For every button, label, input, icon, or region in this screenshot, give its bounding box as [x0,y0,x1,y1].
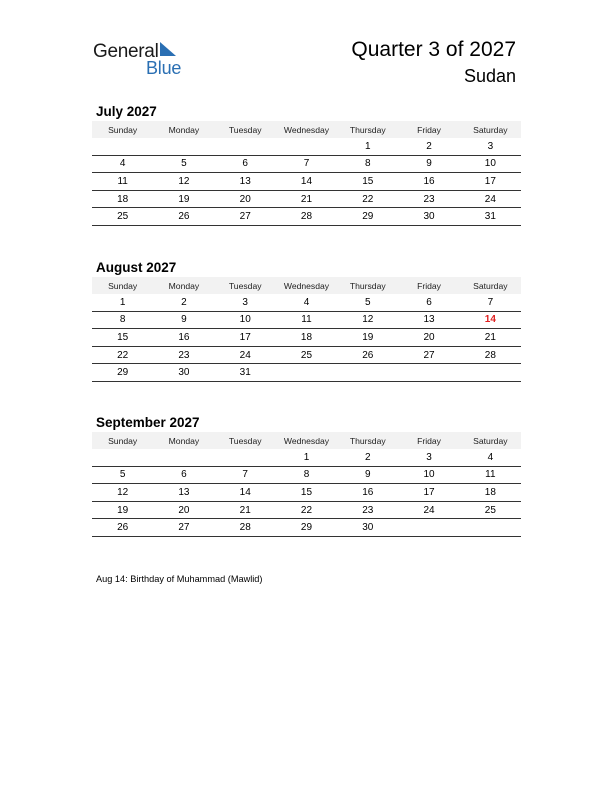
day-cell: 2 [398,138,459,155]
day-cell: 4 [460,449,521,466]
day-cell: 17 [460,173,521,191]
day-cell: 14 [276,173,337,191]
day-cell: 1 [92,294,153,311]
day-cell: 16 [337,484,398,502]
week-row [92,519,521,537]
day-cell: 24 [460,190,521,208]
weekday-header: Wednesday [276,121,337,138]
day-cell: 25 [460,501,521,519]
day-cell: 9 [337,466,398,484]
week-row [92,208,521,226]
weekday-header-row [92,277,521,294]
day-cell: 13 [215,173,276,191]
day-cell: 3 [460,138,521,155]
day-cell: 27 [215,208,276,226]
month-august [92,259,521,382]
day-cell: 9 [153,311,214,329]
calendar-table [92,432,521,537]
month-title: August 2027 [96,260,177,275]
week-row [92,138,521,155]
generalblue-logo [93,41,193,81]
weekday-header: Friday [398,121,459,138]
day-cell: 26 [337,346,398,364]
month-september [92,414,521,537]
holiday-list-item: Aug 14: Birthday of Muhammad (Mawlid) [96,574,263,584]
day-cell: 27 [398,346,459,364]
day-cell: 31 [460,208,521,226]
week-row [92,329,521,347]
weekday-header: Sunday [92,277,153,294]
week-row [92,173,521,191]
day-cell: 28 [276,208,337,226]
day-cell: 11 [460,466,521,484]
weekday-header: Tuesday [215,121,276,138]
week-row [92,311,521,329]
day-cell: 6 [153,466,214,484]
day-cell: 26 [153,208,214,226]
week-row [92,294,521,311]
day-cell: 26 [92,519,153,537]
day-cell: 23 [337,501,398,519]
day-cell: 13 [398,311,459,329]
week-row [92,346,521,364]
day-cell: 18 [460,484,521,502]
day-cell: 27 [153,519,214,537]
quarter-title: Quarter 3 of 2027 [351,38,516,61]
day-cell: 15 [92,329,153,347]
day-cell [276,364,337,382]
day-cell [460,519,521,537]
day-cell: 24 [215,346,276,364]
day-cell: 19 [337,329,398,347]
day-cell: 10 [215,311,276,329]
day-cell [92,138,153,155]
day-cell: 21 [276,190,337,208]
day-cell: 5 [92,466,153,484]
day-cell: 12 [153,173,214,191]
day-cell: 20 [153,501,214,519]
day-cell: 22 [276,501,337,519]
day-cell [337,364,398,382]
day-cell: 10 [398,466,459,484]
day-cell: 22 [92,346,153,364]
day-cell: 1 [276,449,337,466]
weekday-header: Sunday [92,432,153,449]
weekday-header: Saturday [460,277,521,294]
weekday-header: Tuesday [215,277,276,294]
day-cell: 22 [337,190,398,208]
week-row [92,190,521,208]
day-cell: 17 [398,484,459,502]
day-cell: 11 [276,311,337,329]
day-cell [398,519,459,537]
week-row [92,449,521,466]
weekday-header: Wednesday [276,432,337,449]
day-cell: 9 [398,155,459,173]
day-cell: 6 [215,155,276,173]
day-cell: 24 [398,501,459,519]
day-cell: 25 [92,208,153,226]
week-row [92,466,521,484]
day-cell: 29 [92,364,153,382]
day-cell: 30 [153,364,214,382]
week-row [92,484,521,502]
day-cell: 30 [337,519,398,537]
day-cell: 7 [215,466,276,484]
day-cell: 28 [215,519,276,537]
weekday-header: Saturday [460,432,521,449]
day-cell: 13 [153,484,214,502]
weekday-header: Friday [398,277,459,294]
day-cell: 15 [337,173,398,191]
day-cell: 6 [398,294,459,311]
month-title: July 2027 [96,104,157,119]
day-cell [153,449,214,466]
week-row [92,155,521,173]
day-cell: 23 [398,190,459,208]
calendar-table [92,277,521,382]
weekday-header-row [92,121,521,138]
day-cell [153,138,214,155]
month-title: September 2027 [96,415,200,430]
day-cell: 21 [215,501,276,519]
weekday-header: Saturday [460,121,521,138]
weekday-header: Thursday [337,121,398,138]
day-cell: 19 [92,501,153,519]
day-cell: 21 [460,329,521,347]
weekday-header-row [92,432,521,449]
day-cell: 8 [92,311,153,329]
day-cell: 18 [92,190,153,208]
day-cell: 14 [215,484,276,502]
day-cell: 11 [92,173,153,191]
day-cell: 31 [215,364,276,382]
day-cell: 25 [276,346,337,364]
day-cell: 7 [276,155,337,173]
weekday-header: Thursday [337,432,398,449]
logo-triangle-icon [160,42,176,56]
day-cell: 18 [276,329,337,347]
weekday-header: Thursday [337,277,398,294]
day-cell: 3 [215,294,276,311]
day-cell: 28 [460,346,521,364]
country-name: Sudan [463,66,516,86]
month-july [92,103,521,226]
day-cell: 16 [398,173,459,191]
day-cell: 23 [153,346,214,364]
calendar-table [92,121,521,226]
day-cell: 19 [153,190,214,208]
weekday-header: Monday [153,432,214,449]
day-cell: 12 [92,484,153,502]
day-cell: 16 [153,329,214,347]
day-cell: 15 [276,484,337,502]
day-cell: 4 [276,294,337,311]
weekday-header: Wednesday [276,277,337,294]
day-cell: 30 [398,208,459,226]
weekday-header: Tuesday [215,432,276,449]
day-cell: 8 [276,466,337,484]
day-cell [276,138,337,155]
weekday-header: Monday [153,121,214,138]
holiday-day-cell: 14 [460,311,521,329]
day-cell: 1 [337,138,398,155]
day-cell: 8 [337,155,398,173]
day-cell: 3 [398,449,459,466]
logo-text-blue: Blue [146,58,182,78]
day-cell: 7 [460,294,521,311]
day-cell [215,449,276,466]
day-cell: 29 [276,519,337,537]
day-cell: 12 [337,311,398,329]
day-cell: 5 [337,294,398,311]
day-cell: 2 [153,294,214,311]
weekday-header: Friday [398,432,459,449]
week-row [92,501,521,519]
day-cell [460,364,521,382]
day-cell [215,138,276,155]
day-cell: 2 [337,449,398,466]
day-cell: 17 [215,329,276,347]
day-cell [398,364,459,382]
week-row [92,364,521,382]
weekday-header: Sunday [92,121,153,138]
day-cell [92,449,153,466]
day-cell: 10 [460,155,521,173]
day-cell: 20 [398,329,459,347]
day-cell: 20 [215,190,276,208]
day-cell: 4 [92,155,153,173]
day-cell: 29 [337,208,398,226]
weekday-header: Monday [153,277,214,294]
logo-text-general: General [93,41,159,62]
day-cell: 5 [153,155,214,173]
